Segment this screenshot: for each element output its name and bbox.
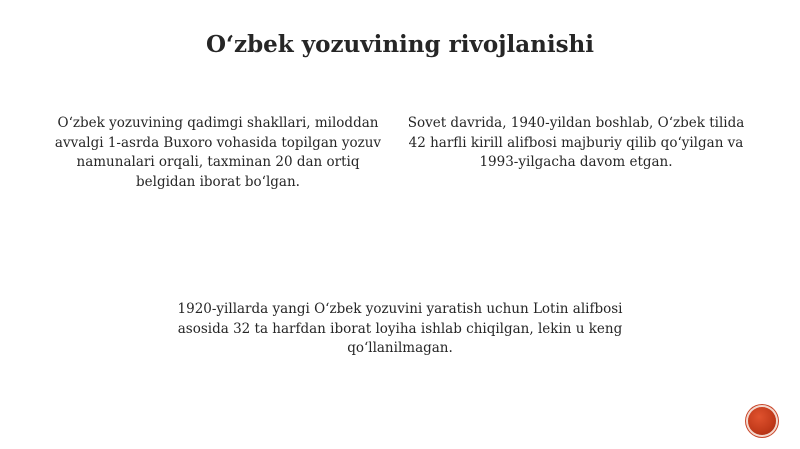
slide-nav-circle-icon[interactable] [748, 407, 776, 435]
text-block-latin-project: 1920-yillarda yangi O‘zbek yozuvini yaratish uchun Lotin alifbosi asosida 32 ta harfdan iborat loyiha ishlab chiqilgan, lekin u keng qo‘llanilmagan. [177, 301, 623, 356]
slide-title: O‘zbek yozuvining rivojlanishi [205, 31, 594, 58]
text-block-cyrillic-alphabet: Sovet davrida, 1940-yildan boshlab, O‘zbek tilida 42 harfli kirill alifbosi majburiy qilib qo‘yilgan va 1993-yilgacha davom etgan. [407, 115, 745, 170]
text-block-ancient-script: O‘zbek yozuvining qadimgi shakllari, miloddan avvalgi 1-asrda Buxoro vohasida topilgan yozuv namunalari orqali, taxminan 20 dan ortiq belgidan iborat bo‘lgan. [54, 115, 382, 190]
